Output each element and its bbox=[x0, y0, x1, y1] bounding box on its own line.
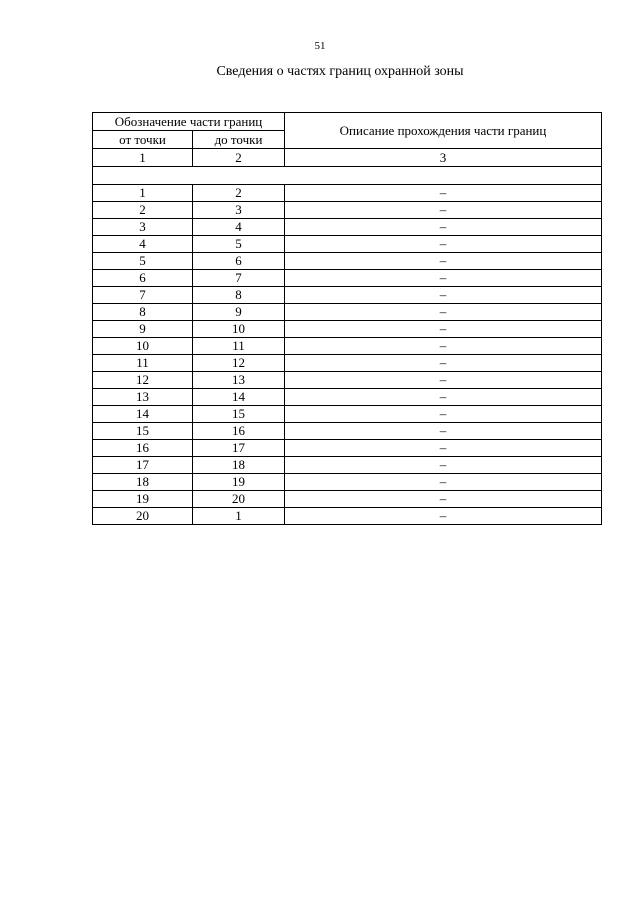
table-row bbox=[93, 287, 602, 304]
description-cell: – bbox=[285, 389, 602, 406]
from-point-cell: 15 bbox=[93, 423, 193, 440]
table-body bbox=[93, 113, 602, 525]
table-row bbox=[93, 372, 602, 389]
table-row bbox=[93, 406, 602, 423]
from-point-cell: 18 bbox=[93, 474, 193, 491]
description-cell: – bbox=[285, 491, 602, 508]
table-row bbox=[93, 338, 602, 355]
to-point-cell: 11 bbox=[193, 338, 285, 355]
table-row bbox=[93, 457, 602, 474]
section-spacer-row bbox=[93, 167, 602, 185]
header-boundary-description: Описание прохождения части границ bbox=[285, 113, 602, 149]
table-row bbox=[93, 270, 602, 287]
description-cell: – bbox=[285, 440, 602, 457]
from-point-cell: 20 bbox=[93, 508, 193, 525]
section-spacer-cell bbox=[93, 167, 602, 185]
table-row bbox=[93, 491, 602, 508]
table-row bbox=[93, 236, 602, 253]
to-point-cell: 3 bbox=[193, 202, 285, 219]
table-row bbox=[93, 508, 602, 525]
from-point-cell: 14 bbox=[93, 406, 193, 423]
to-point-cell: 16 bbox=[193, 423, 285, 440]
description-cell: – bbox=[285, 457, 602, 474]
column-number-2: 2 bbox=[193, 149, 285, 167]
header-to-point: до точки bbox=[193, 131, 285, 149]
column-number-3: 3 bbox=[285, 149, 602, 167]
description-cell: – bbox=[285, 219, 602, 236]
from-point-cell: 19 bbox=[93, 491, 193, 508]
to-point-cell: 1 bbox=[193, 508, 285, 525]
header-row-group bbox=[93, 113, 602, 131]
description-cell: – bbox=[285, 372, 602, 389]
from-point-cell: 7 bbox=[93, 287, 193, 304]
from-point-cell: 6 bbox=[93, 270, 193, 287]
to-point-cell: 18 bbox=[193, 457, 285, 474]
header-boundary-designation: Обозначение части границ bbox=[93, 113, 285, 131]
from-point-cell: 13 bbox=[93, 389, 193, 406]
from-point-cell: 16 bbox=[93, 440, 193, 457]
from-point-cell: 8 bbox=[93, 304, 193, 321]
description-cell: – bbox=[285, 474, 602, 491]
column-number-row bbox=[93, 149, 602, 167]
document-title: Сведения о частях границ охранной зоны bbox=[216, 64, 464, 79]
from-point-cell: 2 bbox=[93, 202, 193, 219]
description-cell: – bbox=[285, 304, 602, 321]
from-point-cell: 4 bbox=[93, 236, 193, 253]
from-point-cell: 3 bbox=[93, 219, 193, 236]
description-cell: – bbox=[285, 406, 602, 423]
to-point-cell: 7 bbox=[193, 270, 285, 287]
description-cell: – bbox=[285, 270, 602, 287]
from-point-cell: 12 bbox=[93, 372, 193, 389]
to-point-cell: 19 bbox=[193, 474, 285, 491]
to-point-cell: 17 bbox=[193, 440, 285, 457]
table-row bbox=[93, 389, 602, 406]
to-point-cell: 8 bbox=[193, 287, 285, 304]
column-number-1: 1 bbox=[93, 149, 193, 167]
description-cell: – bbox=[285, 236, 602, 253]
table-row bbox=[93, 185, 602, 202]
table-row bbox=[93, 474, 602, 491]
description-cell: – bbox=[285, 287, 602, 304]
table-row bbox=[93, 321, 602, 338]
to-point-cell: 2 bbox=[193, 185, 285, 202]
description-cell: – bbox=[285, 202, 602, 219]
table-row bbox=[93, 219, 602, 236]
from-point-cell: 11 bbox=[93, 355, 193, 372]
description-cell: – bbox=[285, 508, 602, 525]
from-point-cell: 10 bbox=[93, 338, 193, 355]
to-point-cell: 5 bbox=[193, 236, 285, 253]
from-point-cell: 17 bbox=[93, 457, 193, 474]
to-point-cell: 20 bbox=[193, 491, 285, 508]
table-row bbox=[93, 423, 602, 440]
to-point-cell: 15 bbox=[193, 406, 285, 423]
page-number: 51 bbox=[314, 40, 326, 52]
description-cell: – bbox=[285, 321, 602, 338]
from-point-cell: 5 bbox=[93, 253, 193, 270]
description-cell: – bbox=[285, 185, 602, 202]
description-cell: – bbox=[285, 253, 602, 270]
table-row bbox=[93, 355, 602, 372]
to-point-cell: 9 bbox=[193, 304, 285, 321]
table-row bbox=[93, 253, 602, 270]
to-point-cell: 14 bbox=[193, 389, 285, 406]
to-point-cell: 10 bbox=[193, 321, 285, 338]
table-row bbox=[93, 304, 602, 321]
to-point-cell: 12 bbox=[193, 355, 285, 372]
header-from-point: от точки bbox=[93, 131, 193, 149]
description-cell: – bbox=[285, 338, 602, 355]
boundary-parts-table bbox=[92, 112, 602, 525]
from-point-cell: 1 bbox=[93, 185, 193, 202]
description-cell: – bbox=[285, 423, 602, 440]
description-cell: – bbox=[285, 355, 602, 372]
to-point-cell: 13 bbox=[193, 372, 285, 389]
to-point-cell: 4 bbox=[193, 219, 285, 236]
table-row bbox=[93, 202, 602, 219]
table-row bbox=[93, 440, 602, 457]
to-point-cell: 6 bbox=[193, 253, 285, 270]
from-point-cell: 9 bbox=[93, 321, 193, 338]
